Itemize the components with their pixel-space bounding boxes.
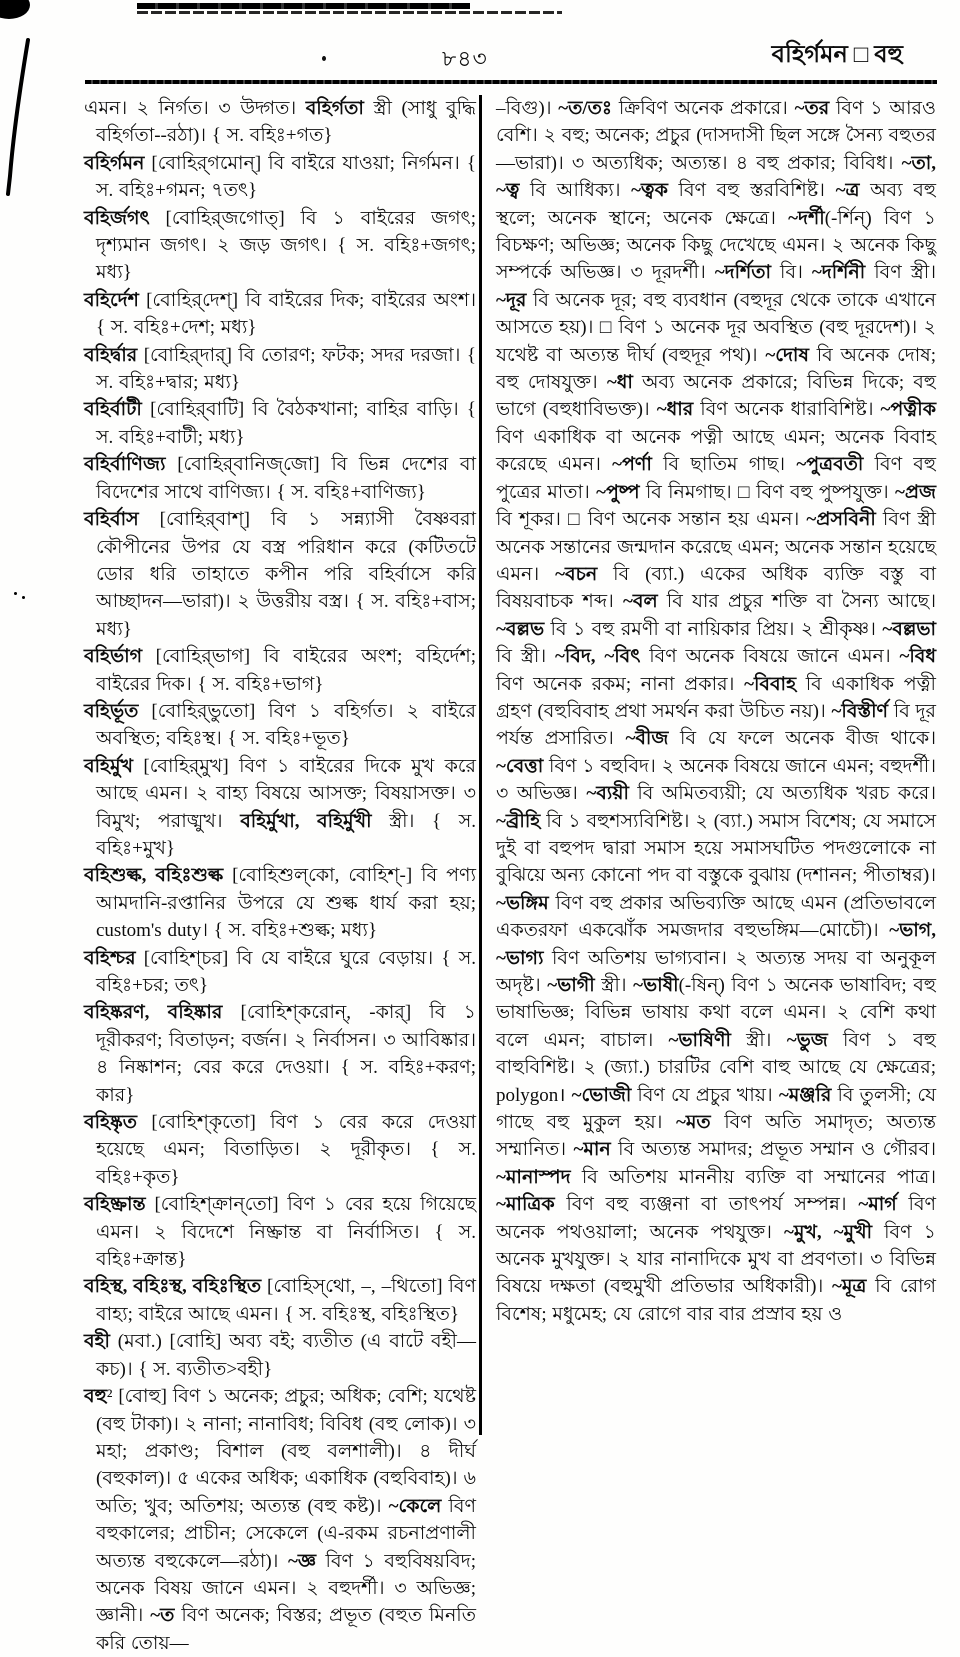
headword-text: ~মুখ, ~মুখী (783, 1221, 873, 1243)
dictionary-entry-continuation-prev (84, 95, 476, 150)
entry-text: স্ত্রী। { স. বহিঃ+মুখ} (96, 810, 476, 859)
entry-text: [বোহিশুল্‌কো, বোহিশ্-] বি পণ্য আমদানি-রপ্তানির উপরে যে শুল্ক ধার্য করা হয়; custom's duty। { স. বহিঃ+শুল্ক; মধ্য} (96, 865, 476, 942)
entry-text: বি ছাতিম গাছ। (651, 454, 797, 476)
entry-text: বি অত্যন্ত সমাদর; প্রভূত সম্মান ও গৌরব। (610, 1139, 937, 1161)
headword-text: ~ভাষিণী (668, 1029, 731, 1051)
headword-text: ~ত (150, 1605, 175, 1627)
headword-text: বহিষ্করণ, বহিষ্কার (84, 1002, 223, 1024)
scan-artifact-pen-mark (4, 36, 36, 206)
entry-text: বিণ ১ অনেক মুখযুক্ত। ২ যার নানাদিকে মুখ বা প্রবণতা। ৩ বিভিন্ন বিষয়ে দক্ষতা (বহুমুখী প্রতিভার অধিকারী)। (496, 1221, 936, 1298)
headword-text: ~ত্বক (631, 180, 668, 202)
dictionary-entry (84, 287, 476, 342)
headword-text: বহিষ্ক্রান্ত (84, 1194, 146, 1216)
headword-text: ~তর (794, 98, 830, 119)
headword-text: ~মঞ্জরি (778, 1084, 832, 1106)
entry-text: [বোহির্‌দেশ্] বি বাইরের দিক; বাইরের অংশ। { স. বহিঃ+দেশ; মধ্য} (96, 289, 476, 339)
dictionary-entry-continuation (496, 95, 936, 1328)
headword-text: ~বীজ (625, 728, 669, 750)
headword-text: বহির্ভূত (84, 700, 139, 722)
headword-text: বহিশুল্ক, বহিঃশুল্ক (84, 865, 224, 887)
entry-text: বিণ ১ বহু বাহুবিশিষ্ট। ২ (জ্যা.) চারটির বেশি বাহু আছে যে ক্ষেত্রের; polygon। (496, 1029, 936, 1106)
dictionary-entry (84, 753, 476, 863)
entry-text: অব্য বহু স্থলে; অনেক স্থানে; অনেক ক্ষেত্রে। (496, 180, 936, 229)
headword-text: ~ভুজ (786, 1029, 828, 1051)
headword-text: বহু (84, 1386, 107, 1408)
entry-text: বিণ স্ত্রী। (865, 262, 936, 284)
entry-text: স্ত্রী (সাধু বুদ্ধি বহির্গতা--রঠা)। { স. বহিঃ+গত} (96, 98, 476, 147)
entry-text: ক্রিবিণ অনেক প্রকারে। (612, 98, 795, 119)
headword-text: বহির্বাণিজ্য (84, 454, 166, 476)
entry-text: বিণ স্ত্রী অনেক সন্তানের জন্মদান করেছে এমন; অনেক সন্তান হয়েছে এমন। (496, 509, 936, 585)
headword-text: বহিশ্চর (84, 947, 136, 969)
entry-text: বিণ ১ আরও বেশি। ২ বহু; অনেক; প্রচুর (দাসদাসী ছিল সঙ্গে সৈন্য বহুতর—ভারা)। ৩ অত্যধিক; অত্যন্ত। ৪ বহু প্রকার; বিবিধ। (496, 98, 936, 174)
headword-text: ~বল্লভ (496, 618, 545, 640)
entry-text: বি স্ত্রী। (496, 646, 555, 668)
dictionary-entry (84, 396, 476, 451)
headword-text: বহির্দেশ (84, 289, 139, 311)
entry-text: বি। (771, 262, 812, 284)
headword-text: ~দোষ (765, 344, 809, 366)
headword-text: ~মানাস্পদ (496, 1166, 571, 1188)
headword-text: ~ত/তঃ (558, 98, 613, 119)
headword-text: ~পুষ্প (596, 481, 640, 503)
scan-artifact-top-bar (137, 3, 470, 9)
headword-text: ~জ্ঞ (287, 1550, 317, 1572)
entry-text: [বোহির্‌দার্] বি তোরণ; ফটক; সদর দরজা। { স. বহিঃ+দ্বার; মধ্য} (96, 344, 476, 394)
entry-text: বিণ ১ বহুবিষয়বিদ; অনেক বিষয় জানে এমন। ২ বহুদর্শী। ৩ অভিজ্ঞ; জ্ঞানী। (96, 1550, 477, 1627)
entry-text: বি (ব্যা.) একের অধিক ব্যক্তি বস্তু বা বিষয়বাচক শব্দ। (496, 563, 936, 613)
headword-text: বহিস্থ, বহিঃস্থ, বহিঃস্থিত (84, 1276, 262, 1298)
headword-text: ~মূত্র (832, 1276, 867, 1298)
entry-text: –বিগু)। (496, 98, 559, 119)
dictionary-entry (84, 945, 476, 1000)
headword-text: ~দর্শিতা (714, 262, 772, 284)
page-number: ৮৪৩ (442, 46, 488, 71)
entry-text: বিণ ১ বহুবিদ। ২ অনেক বিষয়ে জানে এমন; বহুদর্শী। ৩ অভিজ্ঞ। (496, 755, 936, 805)
dictionary-entry (84, 1328, 476, 1383)
entry-text: বি ১ বহু রমণী বা নায়িকার প্রিয়। ২ শ্রীকৃষ্ণ। (544, 618, 883, 640)
entry-text: বিণ অনেক; বিস্তর; প্রভূত (বহুত মিনতি করি তোয়— (96, 1605, 476, 1654)
headword-text: ~বিদ, ~বিৎ (554, 646, 641, 668)
entry-text: (-র্শিন্) বিণ ১ বিচক্ষণ; অভিজ্ঞ; অনেক কিছু দেখেছে এমন। ২ অনেক কিছু সম্পর্কে অভিজ্ঞ। ৩ দূরদর্শী। (496, 207, 936, 284)
dictionary-entry (84, 1273, 476, 1328)
entry-text: বি রোগ বিশেষ; মধুমেহ; যে রোগে বার বার প্রস্রাব হয় ও (496, 1276, 937, 1325)
entry-text: বিণ বহু পুত্রের মাতা। (496, 454, 936, 503)
entry-text: [বোহিশ্‌চর] বি যে বাইরে ঘুরে বেড়ায়। { স. বহিঃ+চর; তৎ} (96, 947, 476, 996)
entry-text: [বোহির্‌ভুতো] বিণ ১ বহির্গত। ২ বাইরে অবস্থিত; বহিঃস্থ। { স. বহিঃ+ভূত} (96, 700, 476, 750)
entry-text: [বোহির্‌ভাগ] বি বাইরের অংশ; বহির্দেশ; বাইরের দিক। { স. বহিঃ+ভাগ} (96, 646, 476, 695)
headword-text: ~মাত্রিক (496, 1194, 555, 1216)
guide-words: বহির্গমন □ বহু (771, 42, 903, 68)
headword-text: ~ভোজী (571, 1084, 632, 1106)
entry-text: (মবা.) [বোহি] অব্য বই; ব্যতীত (এ বাটে বহী—কচ)। { স. ব্যতীত>বহী} (96, 1331, 476, 1380)
right-column (496, 95, 936, 1328)
headword-text: ~মত (676, 1112, 711, 1134)
dictionary-entry (84, 1191, 476, 1273)
entry-text: [বোহিশ্‌করোন্, -কার্] বি ১ দূরীকরণ; বিতাড়ন; বর্জন। ২ নির্বাসন। ৩ আবিষ্কার। ৪ নিষ্কাশন; বের করে দেওয়া। { স. বহিঃ+করণ; কার} (96, 1002, 476, 1106)
dictionary-entry (84, 205, 476, 287)
headword-text: ~ব্যয়ী (586, 783, 629, 805)
headword-text: বহির্বাটী (84, 399, 142, 421)
entry-text: বি তুলসী; যে গাছে বহু মুকুল হয়। (496, 1084, 937, 1134)
entry-text: বি যে ফলে অনেক বীজ থাকে। (668, 728, 936, 750)
entry-text: (-ষিন্) বিণ ১ অনেক ভাষাবিদ; বহু ভাষাভিজ্ঞ; বিভিন্ন ভাষায় কথা বলে এমন। ২ বেশি কথা বলে এমন; বাচাল। (496, 975, 936, 1051)
headword-text: ~ত্র (835, 180, 860, 202)
dictionary-entry (84, 506, 476, 643)
column-divider (479, 95, 482, 1435)
headword-text: ~বিবাহ (744, 673, 797, 695)
scan-artifact-top-bar-thin (137, 11, 562, 14)
entry-text: বিণ বহু ব্যঞ্জনা বা তাৎপর্য সম্পন্ন। (554, 1194, 859, 1216)
entry-text: ² [বোহু] বিণ ১ অনেক; প্রচুর; অধিক; বেশি; যথেষ্ট (বহু টাকা)। ২ নানা; নানাবিধ; বিবিধ (বহু লোক)। ৩ মহা; প্রকাণ্ড; বিশাল (বহু বলশালী)। ৪ দীর্ঘ (বহুকাল)। ৫ একের অধিক; একাধিক (বহুবিবাহ)। ৬ অতি; খুব; অতিশয়; অত্যন্ত (বহু কষ্ট)। (96, 1386, 476, 1517)
dictionary-entry (84, 451, 476, 506)
dictionary-entry (84, 1109, 476, 1191)
entry-text: স্ত্রী। (730, 1029, 787, 1051)
headword-text: বহির্মুখ (84, 755, 134, 777)
entry-text: [বোহিস্‌থো, –, –থিতো] বিণ বাহ্য; বাইরে আছে এমন। { স. বহিঃস্থ, বহিঃস্থিত} (96, 1276, 476, 1325)
headword-text: ~দর্শী (788, 207, 825, 229)
headword-text: ~ধার (656, 399, 694, 421)
header-rule (85, 80, 937, 84)
dictionary-entry (84, 999, 476, 1109)
entry-text: বি একাধিক পত্নী গ্রহণ (বহুবিবাহ প্রথা সমর্থন করা উচিত নয়)। (496, 673, 936, 722)
scan-artifact-corner-blob (0, 0, 30, 19)
headword-text: ~বিস্তীর্ণ (831, 700, 889, 722)
headword-text: ~বল (623, 591, 658, 613)
headword-text: বহির্দ্বার (84, 344, 138, 366)
scan-artifact-dot (14, 592, 17, 595)
headword-text: ~ভাগী (547, 975, 595, 996)
headword-text: বহির্মুখা, বহির্মুখী (240, 810, 372, 832)
entry-text: বিণ বহু প্রকার অভিব্যক্তি আছে এমন (প্রতিভাবলে একতরফা একঝোঁক সমজদার বহুভঙ্গিম—মোচৌ)। (496, 892, 936, 942)
entry-text: বিণ যে প্রচুর খায়। (631, 1084, 779, 1106)
entry-text: বি অনেক দোষ; বহু দোষযুক্ত। (496, 344, 936, 394)
entry-text: বি নিমগাছ। □ বিণ বহু পুষ্পযুক্ত। (639, 481, 895, 503)
headword-text: ~প্রসবিনী (806, 509, 876, 531)
scan-artifact-speck (322, 56, 326, 61)
headword-text: বহিষ্কৃত (84, 1112, 137, 1134)
entry-text: বি যার প্রচুর শক্তি বা সৈন্য আছে। (657, 591, 936, 613)
headword-text: ~পত্নীক (880, 399, 936, 421)
entry-text: বিণ অনেক বিষয়ে জানে এমন। (640, 646, 900, 668)
entry-text: স্ত্রী। (594, 975, 634, 996)
entry-text: বিণ অতিশয় ভাগ্যবান। ২ অত্যন্ত সদয় বা অনুকূল অদৃষ্ট। (496, 947, 936, 996)
headword-text: ~বচন (555, 563, 598, 585)
entry-text: বিণ অনেক পথওয়ালা; অনেক পথযুক্ত। (496, 1194, 937, 1243)
headword-text: ~কেলে (388, 1495, 442, 1517)
scan-artifact-dot (22, 596, 25, 599)
headword-text: ~ভাষী (633, 975, 679, 996)
entry-text: [বোহিশ্‌ক্রান্‌তো] বিণ ১ বের হয়ে গিয়েছে এমন। ২ বিদেশে নিষ্ক্রান্ত বা নির্বাসিত। { স. বহিঃ+ক্রান্ত} (96, 1194, 476, 1271)
headword-text: ~মার্গ (858, 1194, 897, 1216)
headword-text: ~মান (573, 1139, 611, 1161)
entry-text: বিণ অনেক রকম; নানা প্রকার। (496, 673, 745, 695)
dictionary-entry (84, 698, 476, 753)
dictionary-entry (84, 862, 476, 944)
headword-text: ~বেত্তা (496, 755, 544, 777)
entry-text: [বোহির্‌বানিজ্‌জো] বি ভিন্ন দেশের বা বিদেশের সাথে বাণিজ্য। { স. বহিঃ+বাণিজ্য} (96, 454, 476, 503)
entry-text: এমন। ২ নির্গত। ৩ উদ্গত। (84, 98, 306, 119)
entry-text: [বোহিশ্‌কৃতো] বিণ ১ বের করে দেওয়া হয়েছে এমন; বিতাড়িত। ২ দূরীকৃত। { স. বহিঃ+কৃত} (96, 1112, 476, 1188)
headword-text: ~প্রজ (894, 481, 936, 503)
entry-text: বি ১ বহুশস্যবিশিষ্ট। ২ (ব্যা.) সমাস বিশেষ; যে সমাসে দুই বা বহুপদ দ্বারা সমাস হয়ে সমাসঘটিত পদগুলোকে না বুঝিয়ে অন্য কোনো পদ বা বস্তুকে বুঝায় (দশানন; পীতাম্বর)। (496, 810, 936, 887)
entry-text: বি অমিতব্যয়ী; যে অত্যধিক খরচ করে। (628, 783, 936, 805)
dictionary-entry (84, 150, 476, 205)
headword-text: বহির্গমন (84, 152, 145, 174)
headword-text: বহির্ভাগ (84, 646, 143, 668)
entry-text: বি অনেক দূর; বহু ব্যবধান (বহুদূর থেকে তাকে এখানে আসতে হয়)। □ বিণ ১ অনেক দূর অবস্থিত (বহু দূরদেশ)। ২ যথেষ্ট বা অত্যন্ত দীর্ঘ (বহুদূর পথ)। (496, 289, 936, 366)
headword-text: ~বিধ (899, 646, 936, 668)
entry-text: বি শূকর। □ বিণ অনেক সন্তান হয় এমন। (496, 509, 807, 531)
entry-text: বি দূর পর্যন্ত প্রসারিত। (496, 700, 936, 750)
entry-text: [বোহির্‌বাটি] বি বৈঠকখানা; বাহির বাড়ি। { স. বহিঃ+বাটী; মধ্য} (96, 399, 476, 448)
left-column (84, 95, 476, 1657)
entry-text: বিণ বহুকালের; প্রাচীন; সেকেলে (এ-রকম রচনাপ্রণালী অত্যন্ত বহুকেলে—রঠা)। (96, 1495, 476, 1572)
headword-text: বহির্বাস (84, 509, 139, 531)
headword-text: বহির্জগৎ (84, 207, 150, 229)
entry-text: [বোহির্‌গমোন্] বি বাইরে যাওয়া; নির্গমন। { স. বহিঃ+গমন; ৭তৎ} (96, 152, 476, 202)
entry-text: বিণ অতি সমাদৃত; অত্যন্ত সম্মানিত। (496, 1112, 936, 1161)
headword-text: ~পর্ণা (612, 454, 652, 476)
dictionary-entry (84, 342, 476, 397)
entry-text: বিণ অনেক ধারাবিশিষ্ট। (693, 399, 881, 421)
headword-text: ~তা, ~ত্ব (496, 152, 936, 202)
entry-text: বিণ একাধিক বা অনেক পত্নী আছে এমন; অনেক বিবাহ করেছে এমন। (496, 426, 936, 476)
headword-text: ~ধা (606, 372, 633, 394)
headword-text: ~দূর (496, 289, 527, 311)
entry-text: বিণ বহু স্তরবিশিষ্ট। (667, 180, 836, 202)
entry-text: অব্য অনেক প্রকারে; বিভিন্ন দিকে; বহু ভাগে (বহুধাবিভক্ত)। (496, 372, 936, 421)
headword-text: ~ভঙ্গিম (496, 892, 549, 914)
dictionary-entry (84, 643, 476, 698)
entry-text: [বোহির্‌জগোত্] বি ১ বাইরের জগৎ; দৃশ্যমান জগৎ। ২ জড় জগৎ। { স. বহিঃ+জগৎ; মধ্য} (96, 207, 476, 284)
entry-text: বি আধিক্য। (519, 180, 632, 202)
headword-text: বহির্গতা (305, 98, 364, 119)
headword-text: বহী (84, 1331, 110, 1353)
headword-text: ~ব্রীহি (496, 810, 541, 832)
headword-text: ~দর্শিনী (811, 262, 866, 284)
dictionary-entry (84, 1383, 476, 1657)
headword-text: ~বল্লভা (882, 618, 936, 640)
entry-text: [বোহির্‌মুখ] বিণ ১ বাইরের দিকে মুখ করে আছে এমন। ২ বাহ্য বিষয়ে আসক্ত; বিষয়াসক্ত। ৩ বিমুখ; পরাঙ্মুখ। (96, 755, 476, 832)
headword-text: ~পুত্রবতী (796, 454, 864, 476)
headword-text: ~ভাগ, ~ভাগ্য (496, 920, 936, 969)
entry-text: বি অতিশয় মাননীয় ব্যক্তি বা সম্মানের পাত্র। (570, 1166, 936, 1188)
entry-text: [বোহির্‌বাশ্] বি ১ সন্ন্যাসী বৈষ্ণবরা কৌপীনের উপর যে বস্ত্র পরিধান করে (কটিতটে ডোর ধরি তাহাতে কপীন পরি বহির্বাসে করি আচ্ছাদন—ভারা)। ২ উত্তরীয় বস্ত্র। { স. বহিঃ+বাস; মধ্য} (96, 509, 476, 640)
